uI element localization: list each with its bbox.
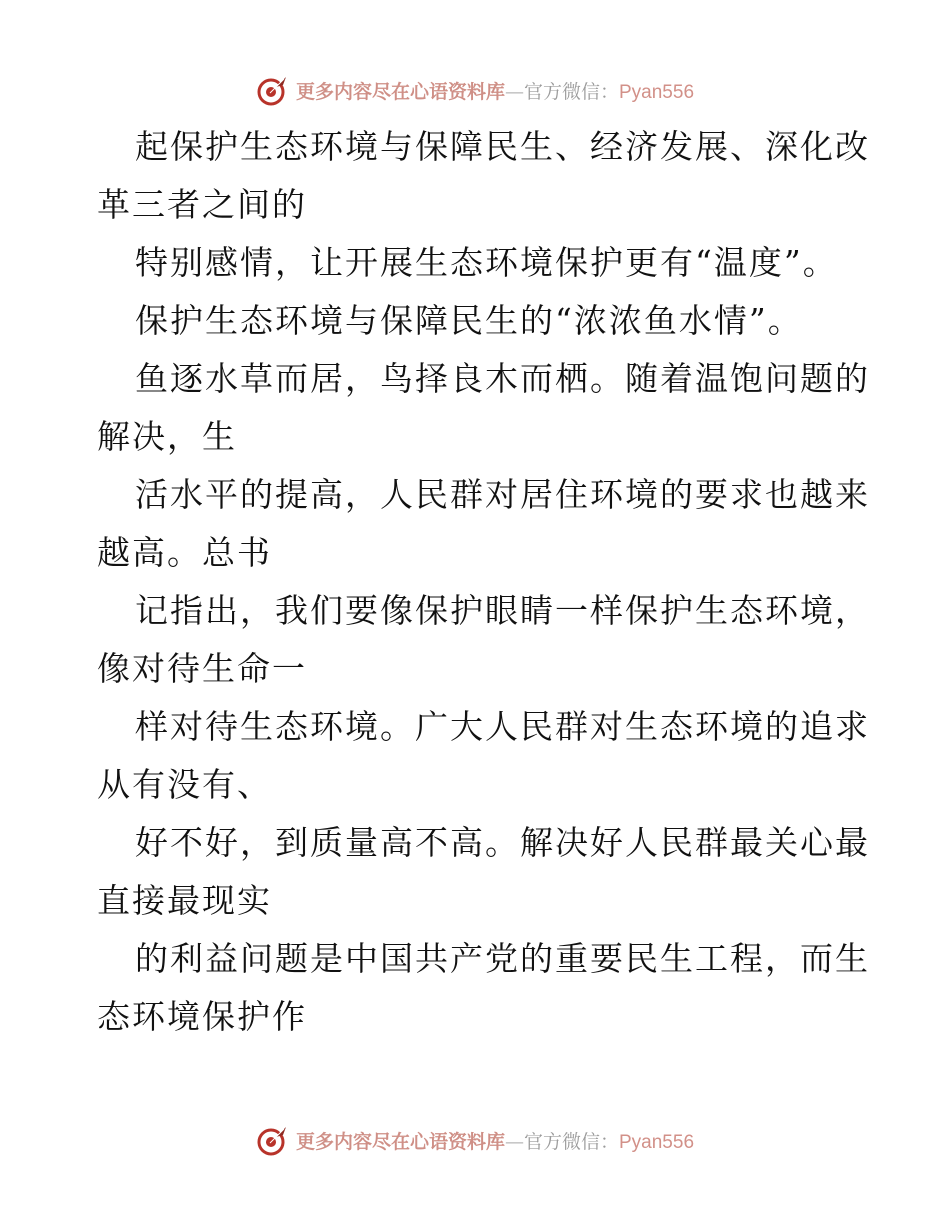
text-line: 保护生态环境与保障民生的“浓浓鱼水情”。 [135, 301, 803, 340]
watermark-dash: — [504, 80, 524, 103]
quill-logo-icon [256, 1123, 290, 1157]
quill-logo-icon [256, 73, 290, 107]
text-line: 好不好，到质量高不高。解决好人民群最关心最 [135, 823, 870, 862]
footer-watermark [0, 1120, 950, 1160]
document-body [97, 118, 870, 1046]
text-line: 记指出，我们要像保护眼睛一样保护生态环境， [135, 591, 870, 630]
text-line: 直接最现实 [97, 881, 272, 920]
watermark-label: 官方微信： [523, 80, 619, 103]
watermark-wechat-id: Pyan556 [619, 1131, 695, 1153]
watermark-brand: 更多内容尽在心语资料库 [295, 80, 505, 103]
watermark-text [296, 1127, 694, 1154]
text-line: 鱼逐水草而居，鸟择良木而栖。随着温饱问题的 [135, 359, 870, 398]
text-line: 的利益问题是中国共产党的重要民生工程，而生 [135, 939, 870, 978]
text-line: 特别感情，让开展生态环境保护更有“温度”。 [135, 243, 838, 282]
text-line: 解决，生 [97, 417, 237, 456]
header-watermark [0, 70, 950, 110]
watermark-wechat-id: Pyan556 [619, 81, 695, 103]
text-line: 样对待生态环境。广大人民群对生态环境的追求 [135, 707, 870, 746]
watermark-dash: — [504, 1130, 524, 1153]
watermark-text [296, 77, 694, 104]
text-line: 越高。总书 [97, 533, 272, 572]
text-line: 活水平的提高，人民群对居住环境的要求也越来 [135, 475, 870, 514]
text-line: 革三者之间的 [97, 185, 307, 224]
watermark-label: 官方微信： [523, 1130, 619, 1153]
watermark-brand: 更多内容尽在心语资料库 [295, 1130, 505, 1153]
text-line: 起保护生态环境与保障民生、经济发展、深化改 [135, 127, 870, 166]
text-line: 从有没有、 [97, 765, 272, 804]
text-line: 态环境保护作 [97, 997, 307, 1036]
text-line: 像对待生命一 [97, 649, 307, 688]
